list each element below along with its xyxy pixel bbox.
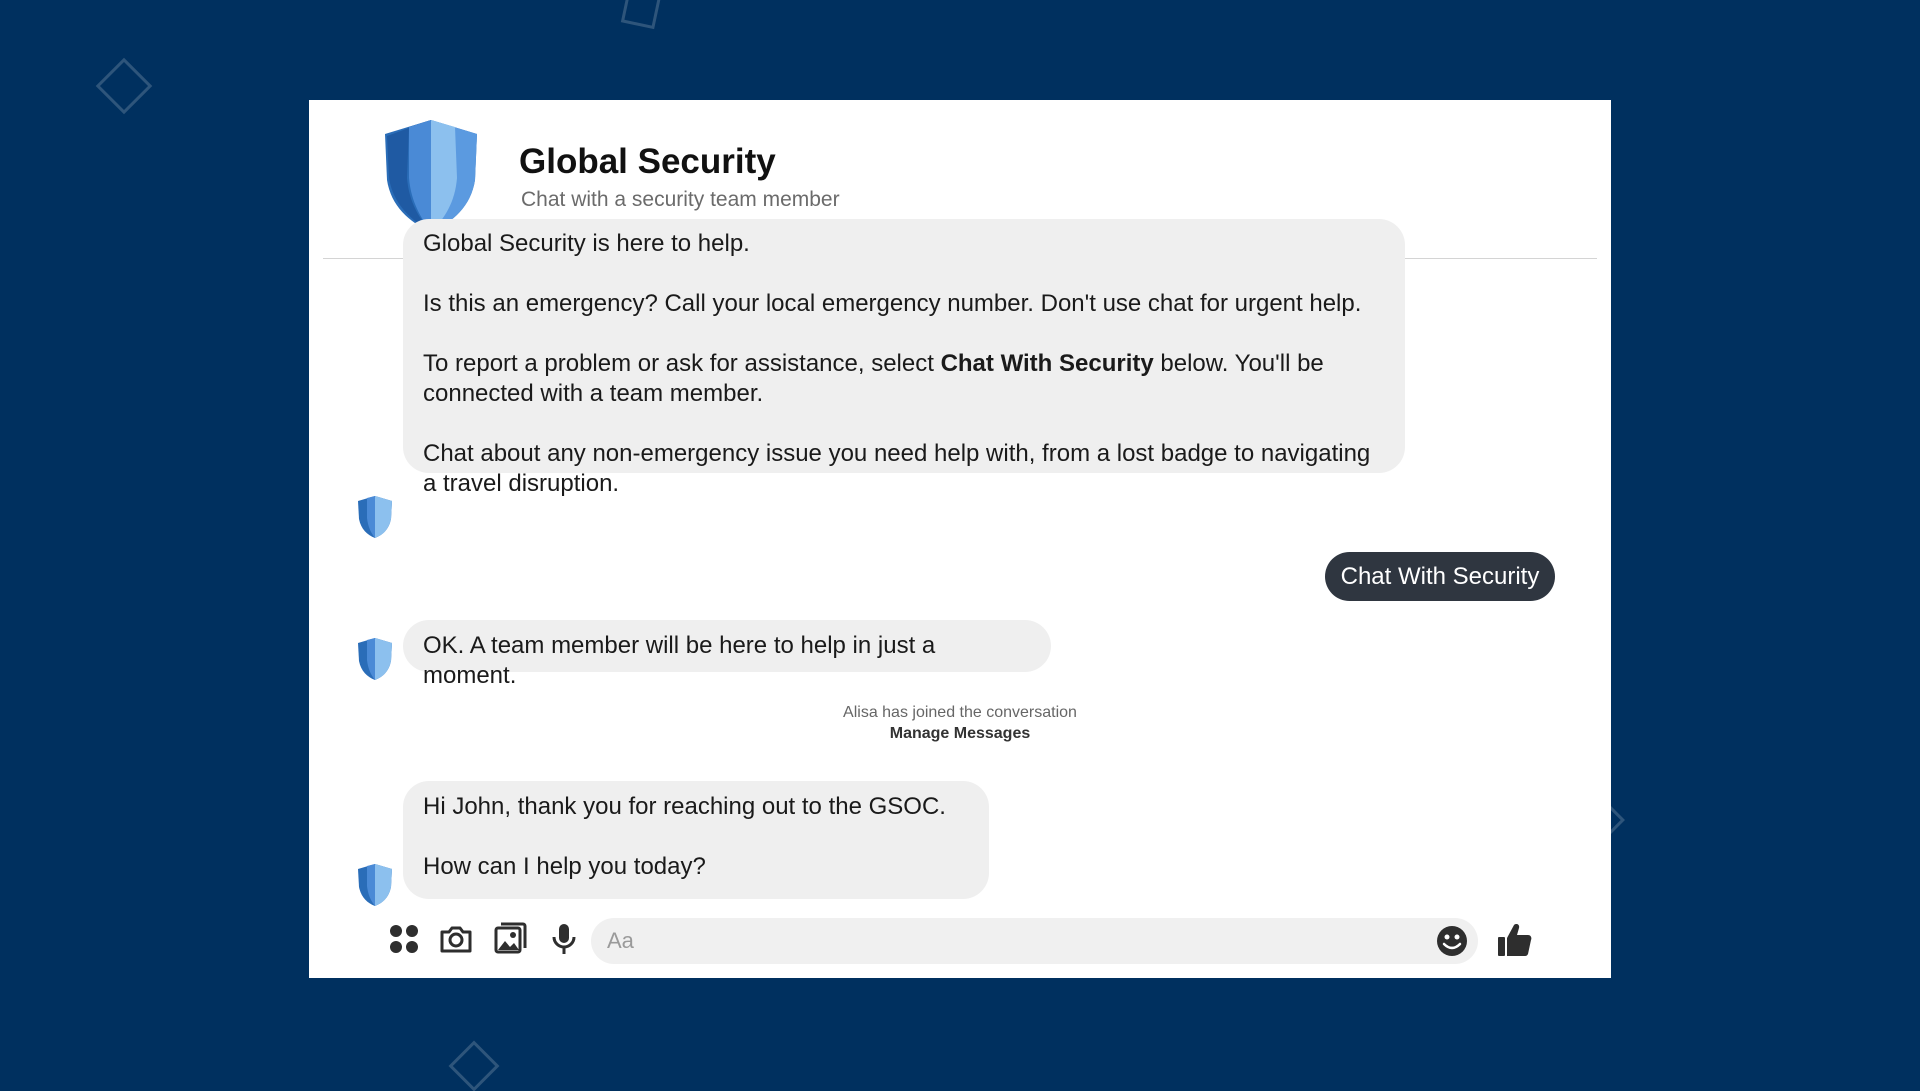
background-square [621, 0, 661, 29]
bot-message [403, 219, 1405, 497]
manage-messages-link[interactable]: Manage Messages [889, 725, 1031, 742]
message-text-part: To report a problem or ask for assistance, select [423, 350, 941, 377]
message-composer [309, 908, 1611, 978]
agent-joined-notice: Alisa has joined the conversation [843, 704, 1077, 721]
message-input[interactable]: Aa [591, 918, 1478, 964]
thumbs-up-icon[interactable] [1495, 921, 1533, 959]
chat-with-security-button[interactable]: Chat With Security [1325, 552, 1555, 601]
chat-window [309, 100, 1611, 975]
shield-icon [381, 118, 481, 234]
chat-subtitle: Chat with a security team member [521, 188, 840, 211]
message-text: Hi John, thank you for reaching out to the GSOC. [423, 793, 946, 820]
message-text [423, 349, 1385, 409]
message-text-part: below. You'll be connected with a team member. [423, 350, 1324, 407]
message-text: How can I help you today? [423, 853, 706, 880]
emoji-icon[interactable] [1435, 924, 1469, 958]
apps-icon[interactable] [387, 922, 421, 956]
agent-avatar-shield-icon [357, 863, 393, 907]
image-icon[interactable] [493, 922, 527, 956]
bot-message [403, 620, 1051, 689]
background-diamond [449, 1041, 500, 1091]
message-text: Chat about any non-emergency issue you need help with, from a lost badge to navigating a travel disruption. [423, 440, 1371, 497]
camera-icon[interactable] [439, 922, 473, 956]
bot-avatar-shield-icon [357, 495, 393, 539]
message-list[interactable] [309, 230, 1611, 1004]
agent-message [403, 781, 989, 899]
microphone-icon[interactable] [547, 922, 581, 956]
message-text-bold: Chat With Security [940, 350, 1154, 377]
background-diamond [96, 58, 153, 115]
message-text: Is this an emergency? Call your local emergency number. Don't use chat for urgent help. [423, 290, 1362, 317]
chat-title: Global Security [519, 142, 776, 181]
bot-avatar-shield-icon [357, 637, 393, 681]
message-text: OK. A team member will be here to help in just a moment. [423, 632, 936, 689]
message-text: Global Security is here to help. [423, 230, 750, 257]
